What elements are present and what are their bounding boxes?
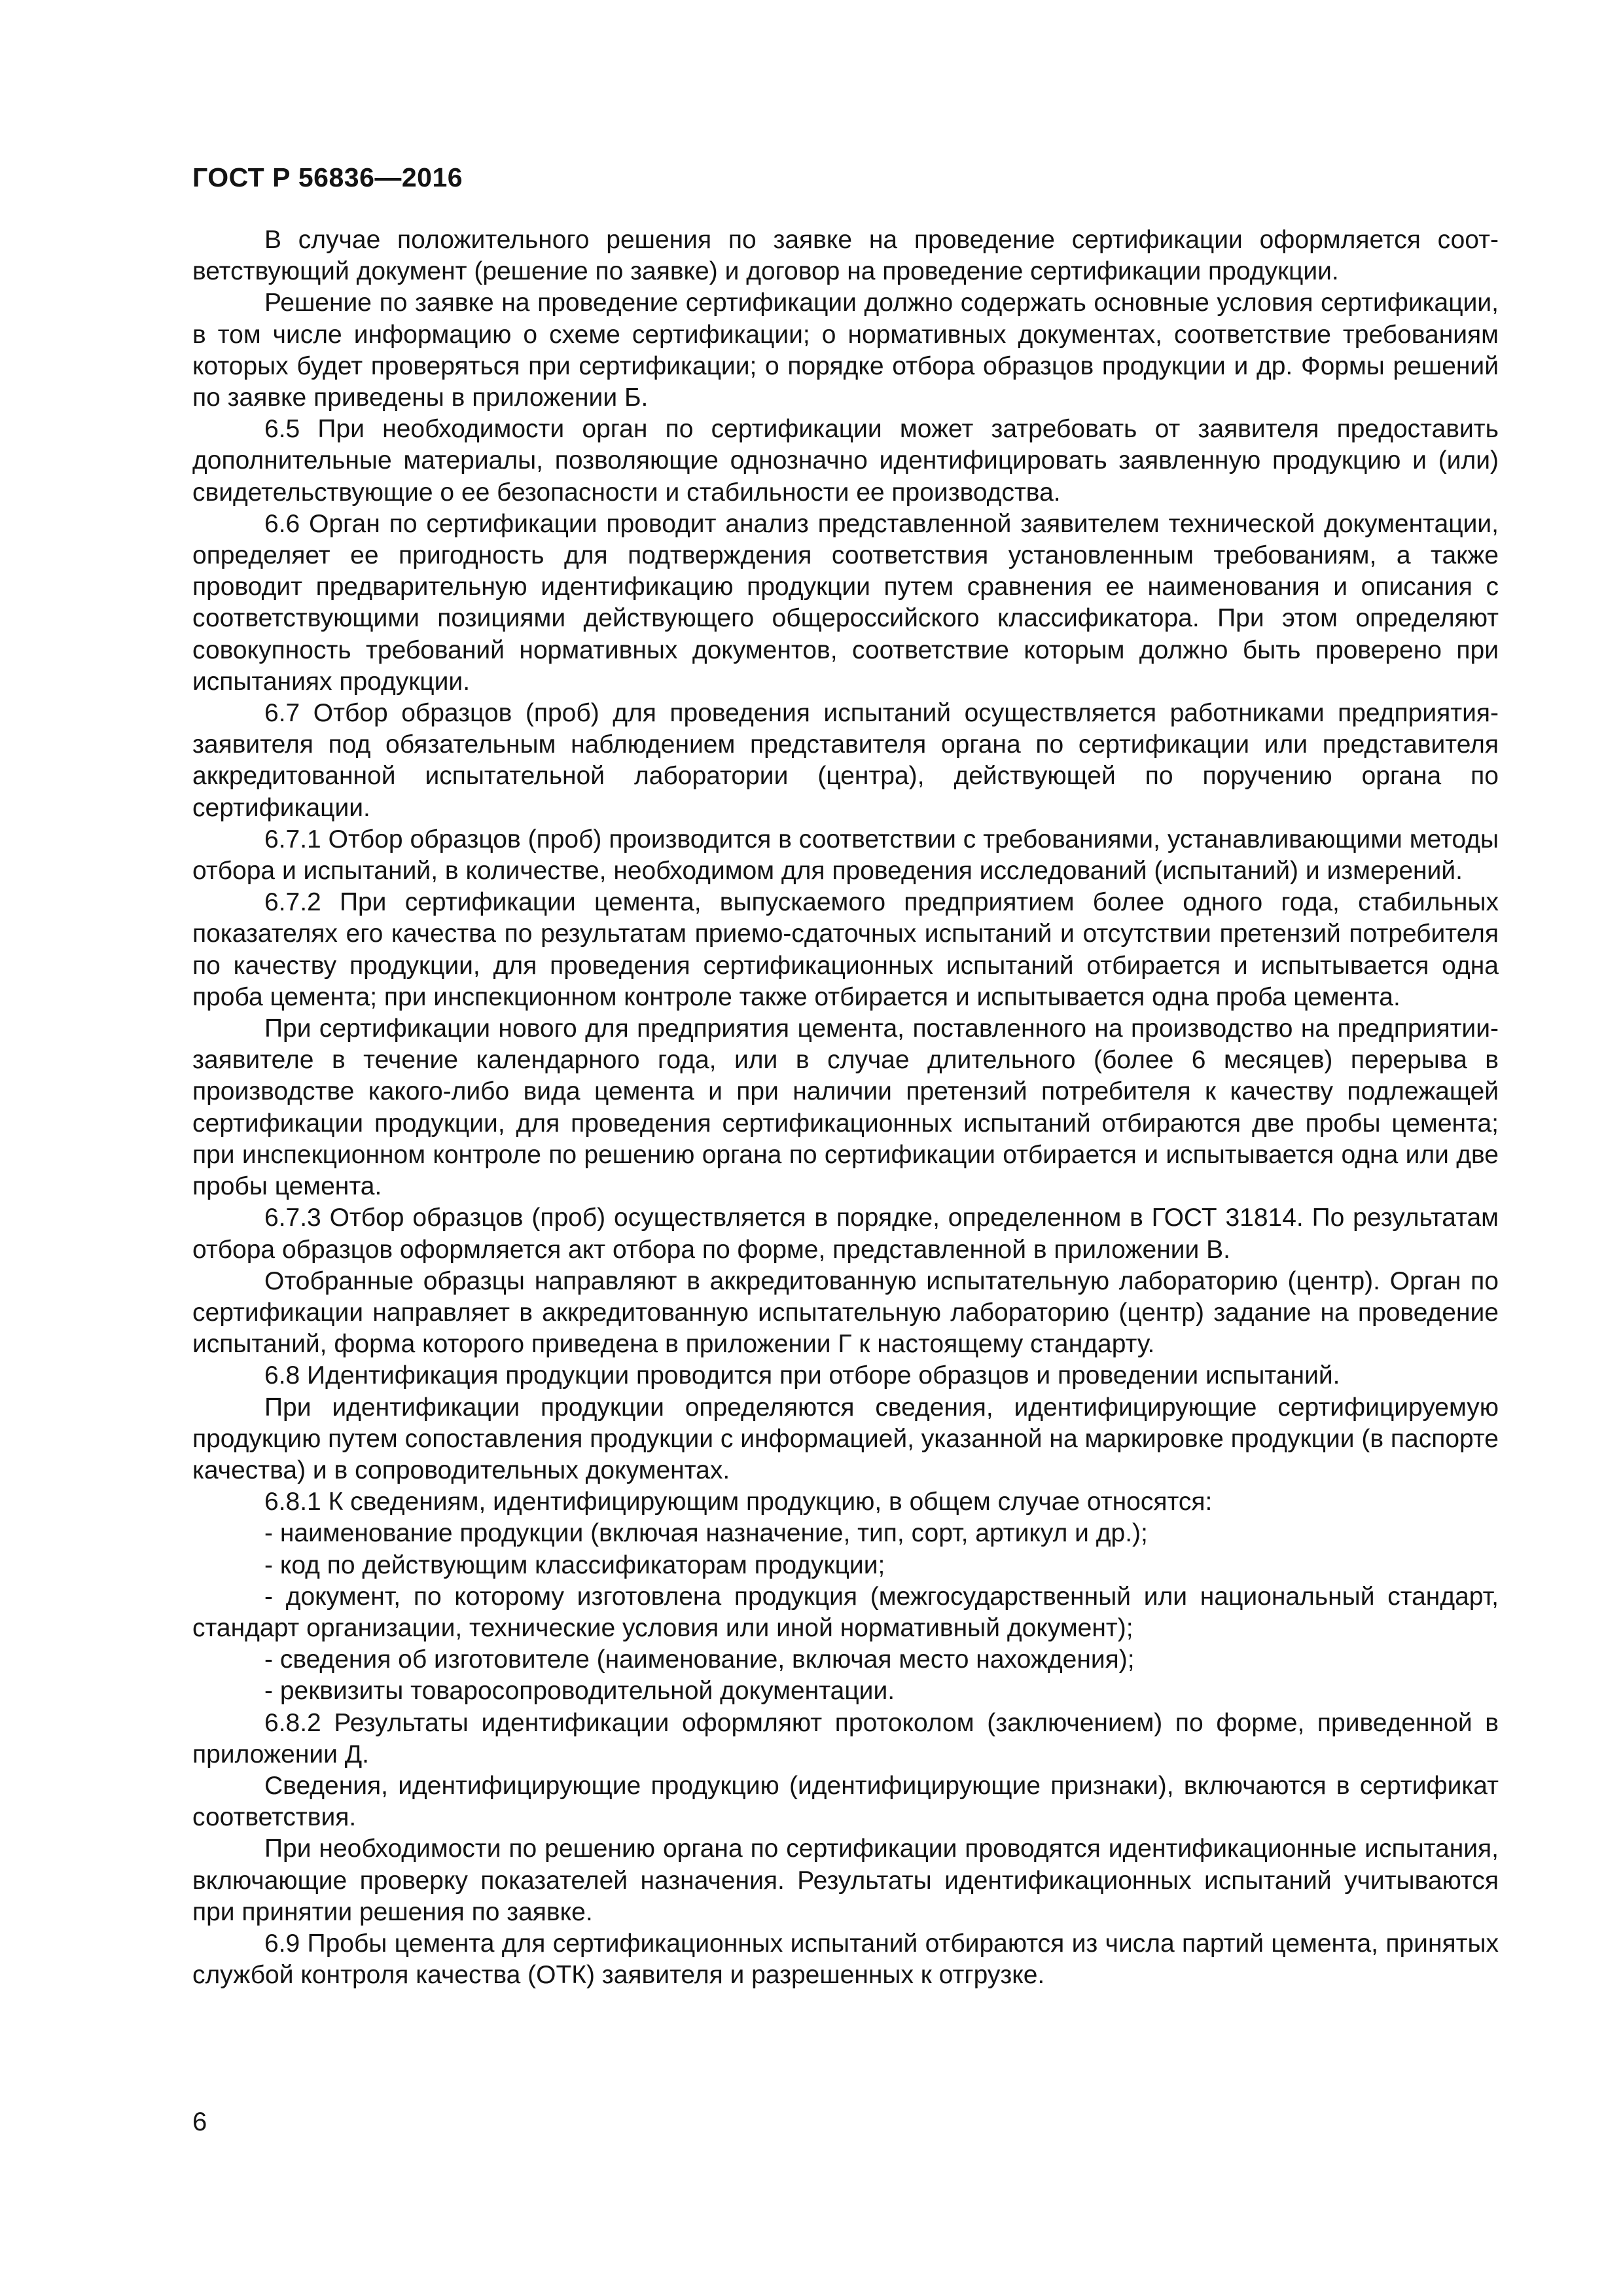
page-number: 6 — [192, 2108, 207, 2136]
list-item: - код по действующим классификаторам продукции; — [264, 1551, 885, 1579]
paragraph: При необходимости по решению органа по сертификации проводятся идентификационные испытания, включающие проверку показателей назначения. Результаты идентификационных испытаний учитываются при принятии решения по заявке. — [192, 1835, 1499, 1926]
paragraph-6-7-3: 6.7.3 Отбор образцов (проб) осуществляется в порядке, определенном в ГОСТ 31814. По результатам отбора образцов оформляется акт отбора по форме, представленной в приложении В. — [192, 1204, 1499, 1264]
paragraph-6-7-1: 6.7.1 Отбор образцов (проб) производится в соответствии с требованиями, устанавливающими методы отбора и испытаний, в количестве, необходимом для проведения исследований (испытаний) и измерений. — [192, 825, 1499, 886]
paragraph: Сведения, идентифицирующие продукцию (идентифицирующие признаки), включаются в сертификат соответствия. — [192, 1771, 1499, 1832]
list-item: - реквизиты товаросопроводительной документации. — [264, 1677, 895, 1706]
body-text — [192, 224, 1499, 1991]
list-item: - сведения об изготовителе (наименование, включая место нахождения); — [264, 1645, 1135, 1674]
list-item: - наименование продукции (включая назначение, тип, сорт, артикул и др.); — [264, 1519, 1148, 1548]
paragraph-6-6: 6.6 Орган по сертификации проводит анализ представленной заявителем технической документации, определяет ее пригодность для подтверждения соответствия установленным требованиям, а также проводит предварительную идентификацию продукции путем сравнения ее наименования и описания с соответствующими позициями действующего общероссийского классификатора. При этом определяют совокупность требований нормативных документов, соответствие которым должно быть проверено при испытаниях продукции. — [192, 509, 1499, 696]
paragraph: При сертификации нового для предприятия цемента, поставленного на производство на предприятии-заявителе в течение календарного года, или в случае длительного (более 6 месяцев) перерыва в производстве какого-либо вида цемента и при наличии претензий потребителя к качеству подлежащей сертификации продукции, для проведения сертификационных испытаний отбираются две пробы цемента; при инспекционном контроле по решению органа по сертификации отбирается и испытывается одна или две пробы цемента. — [192, 1014, 1499, 1201]
paragraph-6-9: 6.9 Пробы цемента для сертификационных испытаний отбираются из числа партий цемента, принятых службой контроля качества (ОТК) заявителя и разрешенных к отгрузке. — [192, 1929, 1499, 1990]
paragraph: Отобранные образцы направляют в аккредитованную испытательную лабораторию (центр). Орган по сертификации направляет в аккредитованную испытательную лабораторию (центр) задание на проведение испытаний, форма которого приведена в приложении Г к настоящему стандарту. — [192, 1266, 1499, 1359]
paragraph-6-5: 6.5 При необходимости орган по сертификации может затребовать от заявителя предоставить дополнительные материалы, позволяющие однозначно идентифицировать заявленную продукцию и (или) свидетельствующие о ее безопасности и стабильности ее производства. — [192, 415, 1499, 507]
standard-header: ГОСТ Р 56836—2016 — [192, 162, 463, 192]
paragraph: Решение по заявке на проведение сертификации должно содержать основные условия сертификации, в том числе информацию о схеме сертификации; о нормативных документах, соответствие требованиям которых будет проверяться при сертификации; о порядке отбора образцов продукции и др. Формы решений по заявке приведены в приложении Б. — [192, 289, 1499, 412]
paragraph-6-7-2: 6.7.2 При сертификации цемента, выпускаемого предприятием более одного года, стабильных показателях его качества по результатам приемо-сдаточных испытаний и отсутствии претензий потребителя по качеству продукции, для проведения сертификационных испытаний отбирается и испытывается одна проба цемента; при инспекционном контроле также отбирается и испытывается одна проба цемента. — [192, 888, 1499, 1011]
paragraph-6-8-1: 6.8.1 К сведениям, идентифицирующим продукцию, в общем случае относятся: — [264, 1488, 1213, 1516]
paragraph: В случае положительного решения по заявке на проведение сертификации оформляется соответствующий документ (решение по заявке) и договор на проведение сертификации продукции. — [192, 226, 1499, 286]
paragraph-6-8-2: 6.8.2 Результаты идентификации оформляют протоколом (заключением) по форме, приведенной в приложении Д. — [192, 1708, 1499, 1768]
paragraph: При идентификации продукции определяются сведения, идентифицирующие сертифицируемую продукцию путем сопоставления продукции с информацией, указанной на маркировке продукции (в паспорте качества) и в сопроводительных документах. — [192, 1393, 1499, 1484]
paragraph-6-7: 6.7 Отбор образцов (проб) для проведения испытаний осуществляется работниками предприятия-заявителя под обязательным наблюдением представителя органа по сертификации или представителя аккредитованной испытательной лаборатории (центра), действующей по поручению органа по сертификации. — [192, 699, 1499, 822]
paragraph-6-8: 6.8 Идентификация продукции проводится при отборе образцов и проведении испытаний. — [264, 1361, 1340, 1390]
list-item: - документ, по которому изготовлена продукция (межгосударственный или национальный стандарт, стандарт организации, технические условия или иной нормативный документ); — [192, 1582, 1499, 1642]
